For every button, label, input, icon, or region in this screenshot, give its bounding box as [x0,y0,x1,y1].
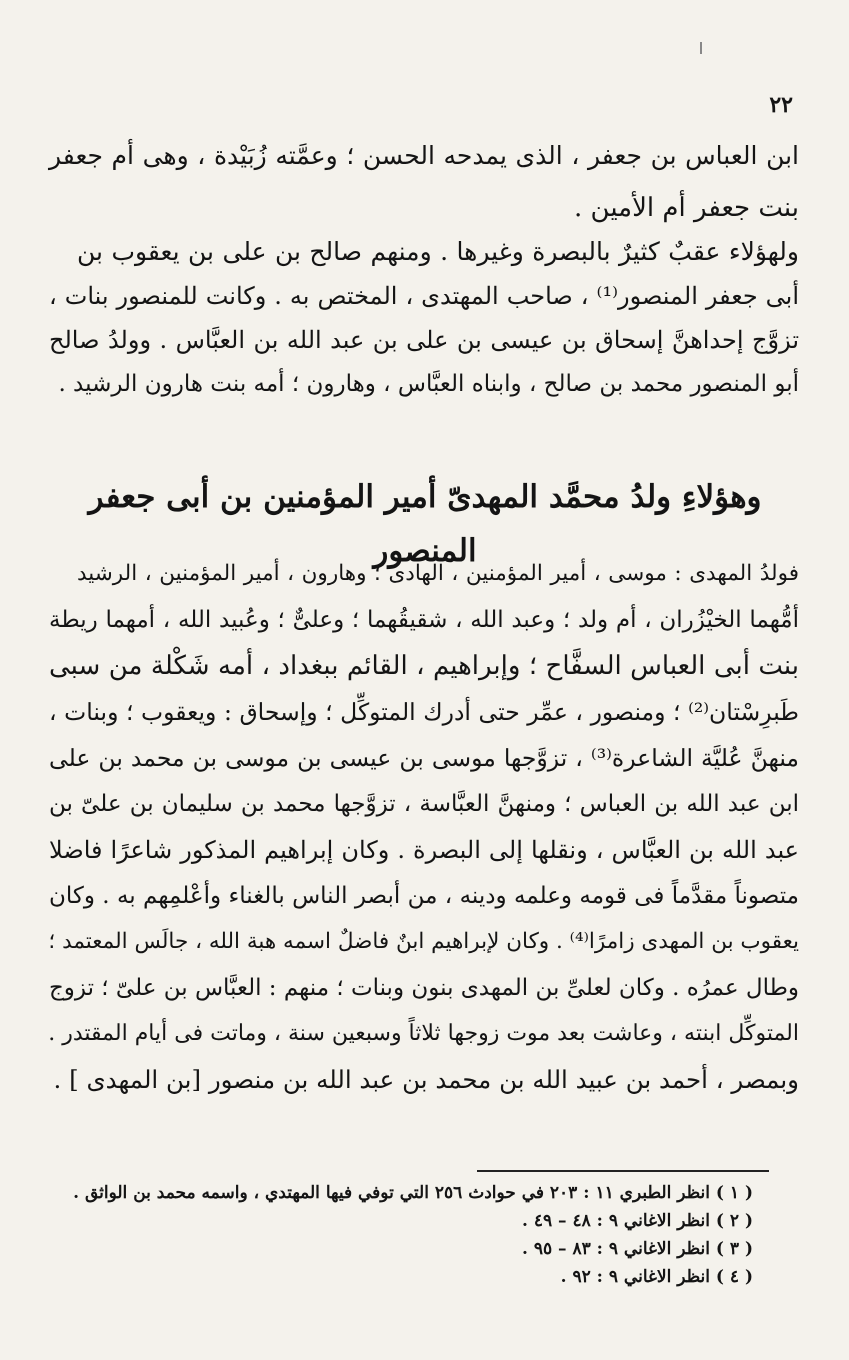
text-line: فولدُ المهدى : موسى ، أمير المؤمنين ، الهادى ؛ وهارون ، أمير المؤمنين ، الرشيد [77,561,799,586]
text-line: منهنَّ عُليَّة الشاعرة⁽³⁾ ، تزوَّجها موسى بن عيسى بن موسى بن محمد بن على [49,744,799,772]
footnote: ( ٢ ) انظر الاغاني ٩ : ٤٨ – ٤٩ . [522,1211,753,1231]
footnote-divider [477,1170,769,1172]
text-line: عبد الله بن العبَّاس ، ونقلها إلى البصرة . وكان إبراهيم المذكور شاعرًا فاضلا [49,836,799,864]
text-line: أبو المنصور محمد بن صالح ، وابناه العبَّاس ، وهارون ؛ أمه بنت هارون الرشيد . [58,371,799,397]
text-line: بنت أبى العباس السفَّاح ؛ وإبراهيم ، القائم ببغداد ، أمه شَكْلة من سبى [49,651,800,681]
text-line: أبى جعفر المنصور⁽¹⁾ ، صاحب المهتدى ، المختص به . وكانت للمنصور بنات ، [49,282,800,310]
footnote: ( ٤ ) انظر الاغاني ٩ : ٩٢ . [560,1267,753,1287]
page-mark [700,42,702,54]
text-line: وبمصر ، أحمد بن عبيد الله بن محمد بن عبد الله بن منصور [بن المهدى ] . [53,1065,799,1094]
text-line: ابن العباس بن جعفر ، الذى يمدحه الحسن ؛ وعمَّته زُبَيْدة ، وهى أم جعفر [49,141,799,170]
text-line: المتوكِّل ابنته ، وعاشت بعد موت زوجها ثلاثاً وسبعين سنة ، وماتت فى أيام المقتدر . [48,1021,799,1046]
text-line: يعقوب بن المهدى زامرًا⁽⁴⁾ . وكان لإبراهيم ابنٌ فاضلٌ اسمه هبة الله ، جالَس المعتمد ؛ [48,929,799,954]
footnote: ( ٣ ) انظر الاغاني ٩ : ٨٣ – ٩٥ . [522,1239,753,1259]
text-line: تزوَّج إحداهنَّ إسحاق بن عيسى بن على بن عبد الله بن العبَّاس . وولدُ صالح [49,326,799,354]
page-number: ٢٢ [769,92,793,118]
text-line: متصوناً مقدَّماً فى قومه وعلمه ودينه ، من أبصر الناس بالغناء وأعْلمِهم به . وكان [49,883,799,909]
text-line: بنت جعفر أم الأمين . [574,193,799,223]
text-line: طَبرِسْتان⁽²⁾ ؛ ومنصور ، عمِّر حتى أدرك المتوكِّل ؛ وإسحاق : ويعقوب ؛ وبنات ، [49,698,799,726]
text-line: وطال عمرُه . وكان لعلىِّ بن المهدى بنون وبنات ؛ منهم : العبَّاس بن علىّ ؛ تزوج [48,975,799,1001]
text-line: ابن عبد الله بن العباس ؛ ومنهنَّ العبَّاسة ، تزوَّجها محمد بن سليمان بن علىّ بن [49,791,799,817]
section-heading: وهؤلاءِ ولدُ محمَّد المهدىّ أمير المؤمنين بن أبى جعفر المنصور [88,479,762,569]
text-line: أمُّهما الخيْزُران ، أم ولد ؛ وعبد الله ، شقيقُهما ؛ وعلىٌّ ؛ وعُبيد الله ، أمهما ريطة [49,607,799,633]
footnote: ( ١ ) انظر الطبري ١١ : ٢٠٣ في حوادث ٢٥٦ التي توفي فيها المهتدي ، واسمه محمد بن الواثق . [73,1183,753,1203]
text-line: ولهؤلاء عقبٌ كثيرٌ بالبصرة وغيرها . ومنهم صالح بن على بن يعقوب بن [77,237,799,266]
